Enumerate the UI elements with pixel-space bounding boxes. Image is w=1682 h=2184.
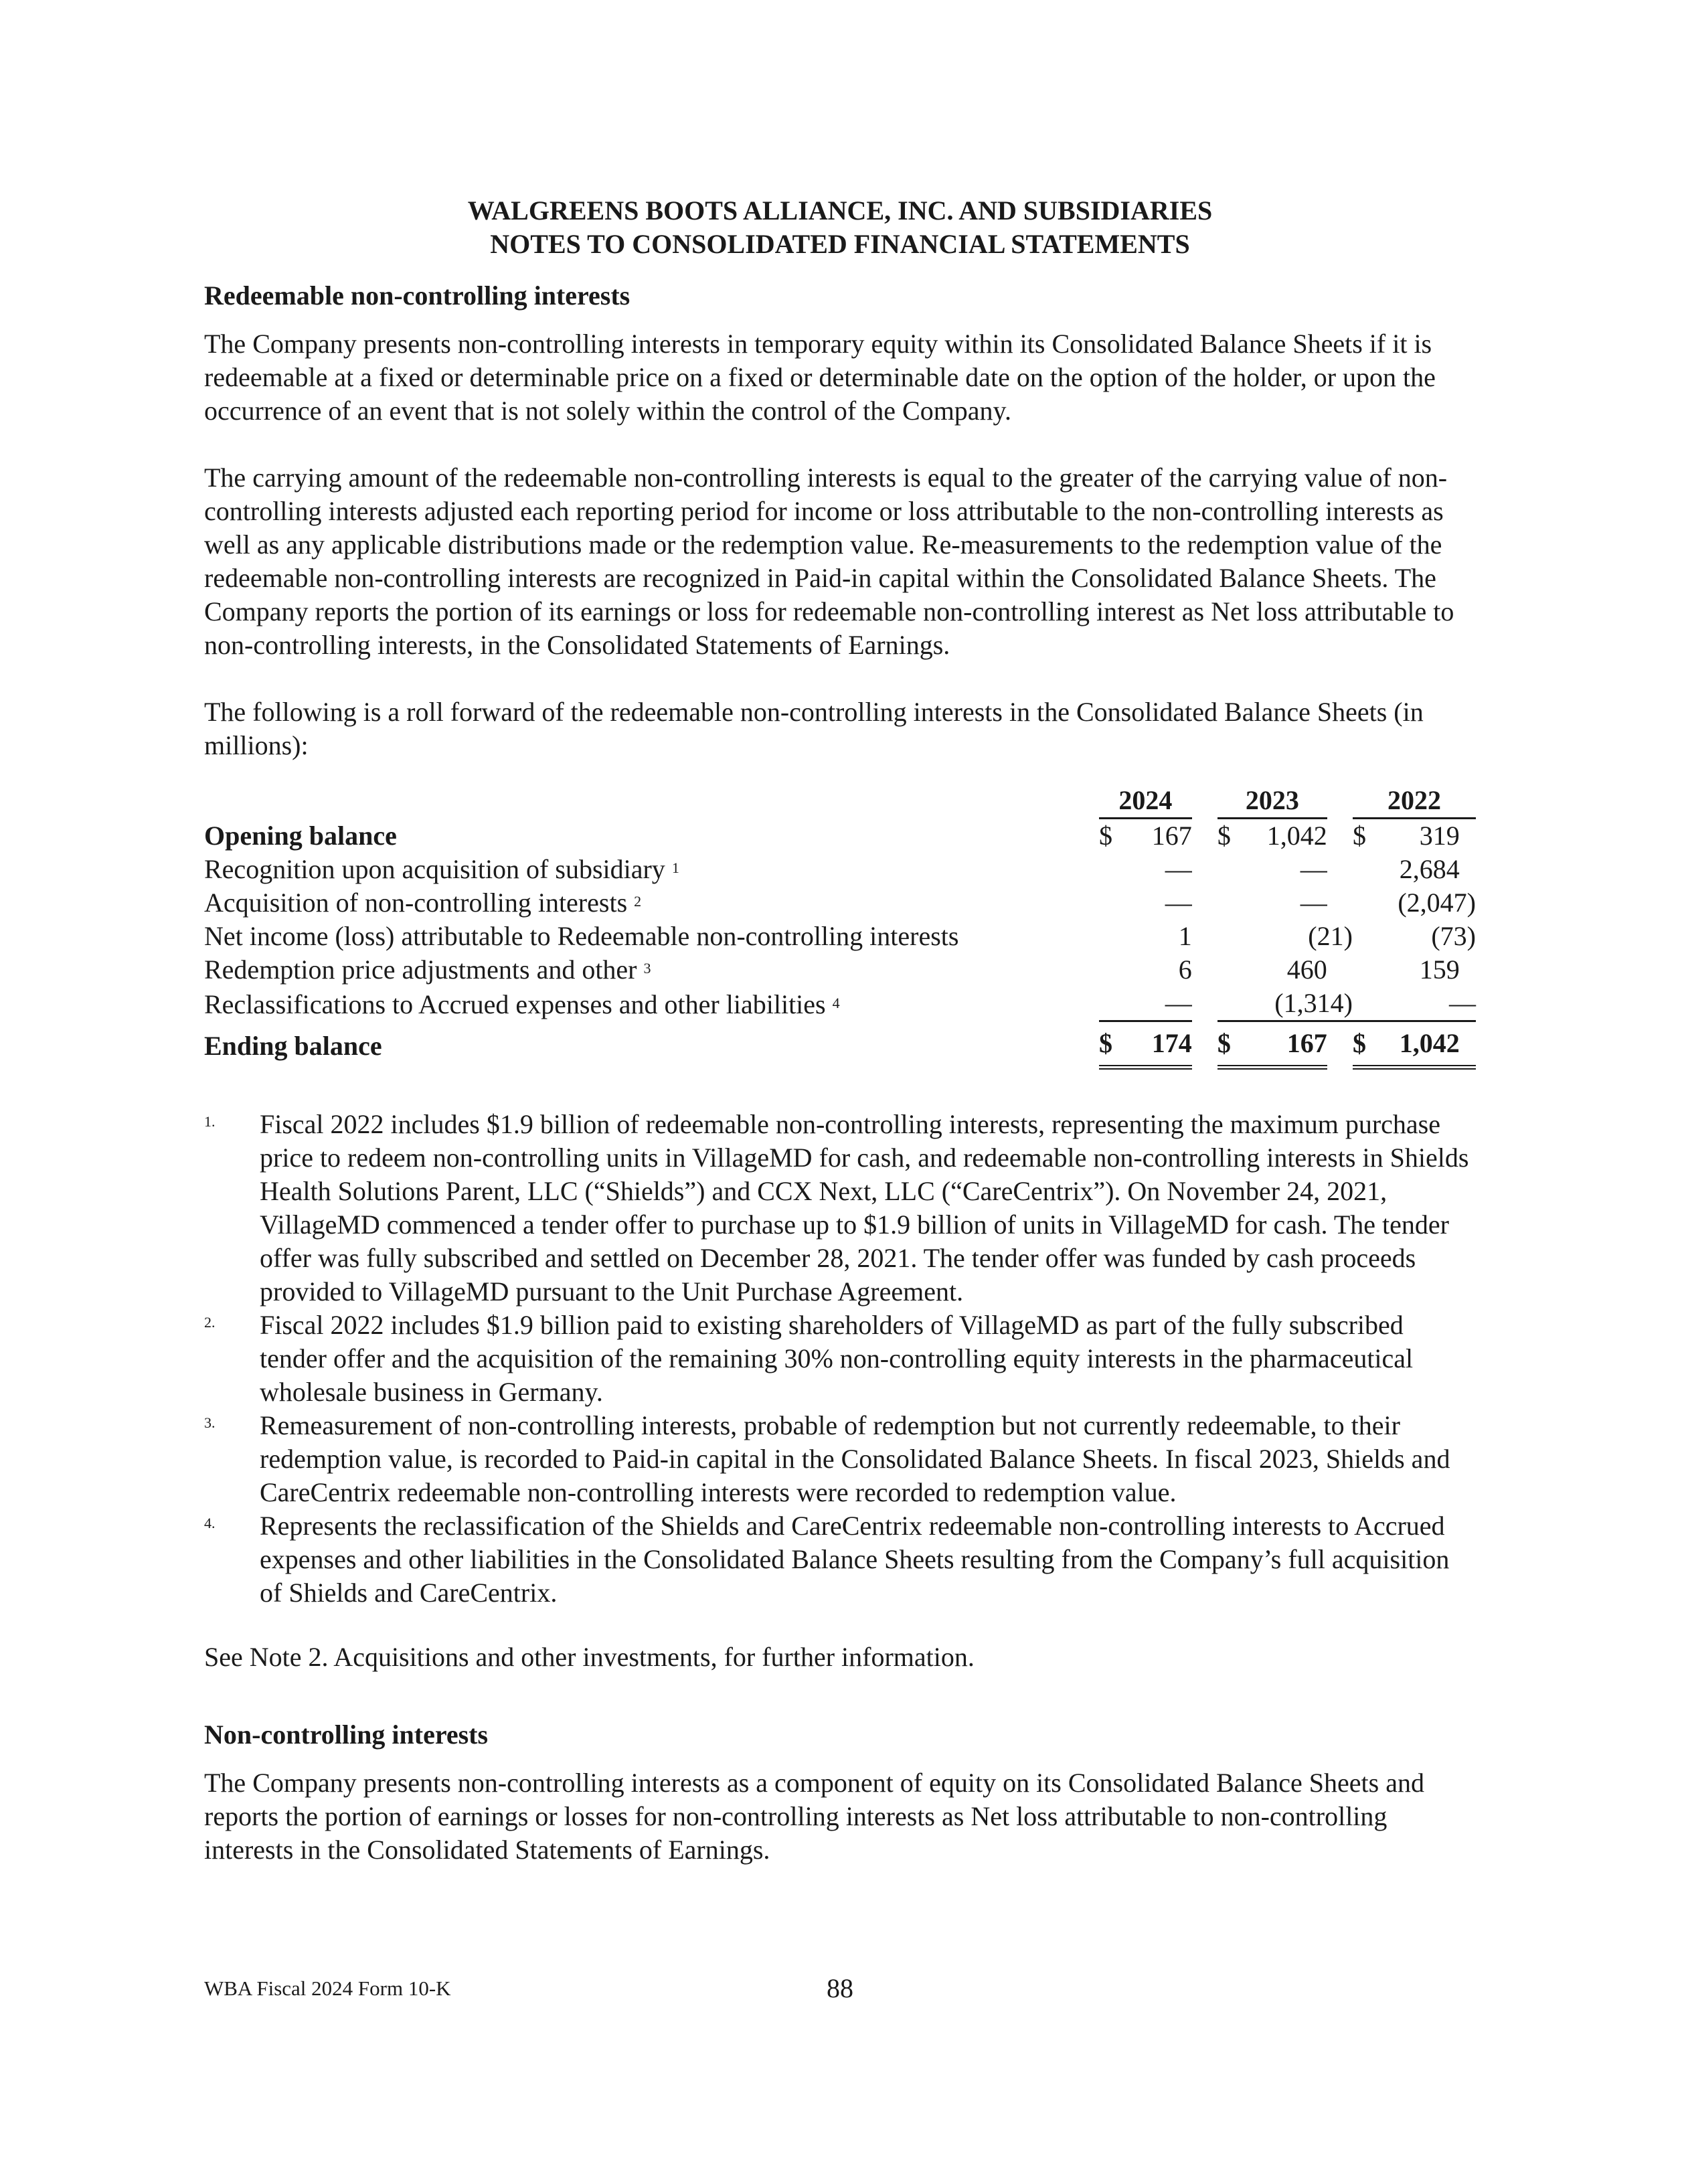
currency-symbol: $: [1217, 821, 1231, 851]
company-title: WALGREENS BOOTS ALLIANCE, INC. AND SUBSIDIARIES: [467, 195, 1213, 226]
cell-2022: 2,684: [1399, 854, 1460, 884]
table-header-row: [204, 780, 1476, 819]
footnote-ref: 4: [832, 994, 840, 1011]
table-row: [204, 920, 1476, 953]
footnote-marker: 4.: [204, 1515, 216, 1531]
roll-forward-table: [204, 780, 1476, 1070]
cell-2023: 1,042: [1266, 821, 1327, 851]
footnote-item: [204, 1309, 1476, 1409]
cell-2022: 319: [1419, 821, 1460, 851]
cell-2024: —: [1165, 888, 1192, 918]
row-label: Reclassifications to Accrued expenses and other liabilities: [204, 989, 826, 1019]
cell-2023: 460: [1286, 954, 1327, 985]
footnote-text: Fiscal 2022 includes $1.9 billion of redeemable non-controlling interests, representing the maximum purchase price to redeem non-controlling units in VillageMD for cash, and redeemable non-controlling interests in Shields Health Solutions Parent, LLC (“Shields”) and CCX Next, LLC (“CareCentrix”). On November 24, 2021, VillageMD commenced a tender offer to purchase up to $1.9 billion of units in VillageMD for cash. The tender offer was fully subscribed and settled on December 28, 2021. The tender offer was funded by cash proceeds provided to VillageMD pursuant to the Unit Purchase Agreement.: [260, 1109, 1469, 1307]
cell-2023: (21): [1308, 921, 1353, 951]
cell-2023: —: [1300, 854, 1327, 884]
table-row-opening-balance: [204, 819, 1476, 853]
row-label: Acquisition of non-controlling interests: [204, 888, 628, 918]
cell-2022: (2,047): [1398, 888, 1476, 918]
cell-2024: 167: [1151, 821, 1192, 851]
footnote-ref: 3: [643, 960, 651, 977]
cell-2022: —: [1371, 987, 1476, 1021]
currency-symbol: $: [1099, 821, 1112, 851]
footnote-item: [204, 1509, 1476, 1610]
footnote-item: [204, 1409, 1476, 1509]
cell-2024: 6: [1178, 954, 1192, 985]
footnote-ref: 1: [671, 859, 679, 876]
footnote-marker: 3.: [204, 1414, 216, 1431]
footnote-ref: 2: [634, 893, 642, 910]
cell-2023: 167: [1236, 1021, 1327, 1068]
column-header-2024: 2024: [1099, 780, 1192, 819]
column-header-2023: 2023: [1217, 780, 1327, 819]
table-row: [204, 886, 1476, 920]
see-note-reference: See Note 2. Acquisitions and other investments, for further information.: [204, 1642, 975, 1672]
cell-2023: (1,314): [1236, 987, 1353, 1021]
cell-2024: 174: [1118, 1021, 1192, 1068]
currency-symbol: $: [1217, 1021, 1236, 1068]
row-label: Redemption price adjustments and other: [204, 954, 637, 985]
footnote-item: [204, 1108, 1476, 1309]
currency-symbol: $: [1099, 1021, 1118, 1068]
notes-title: NOTES TO CONSOLIDATED FINANCIAL STATEMENTS: [490, 229, 1190, 259]
page-footer: [204, 1972, 1476, 2005]
cell-2024: —: [1165, 854, 1192, 884]
paragraph-non-controlling: The Company presents non-controlling interests as a component of equity on its Consolidated Balance Sheets and reports the portion of earnings or losses for non-controlling interests as Net loss attributable to non-controlling interests in the Consolidated Statements of Earnings.: [204, 1768, 1424, 1865]
footnote-list: [204, 1108, 1476, 1610]
cell-2024: —: [1118, 987, 1192, 1021]
footnote-marker: 2.: [204, 1314, 216, 1331]
row-label: Net income (loss) attributable to Redeemable non-controlling interests: [204, 921, 959, 951]
cell-2022: 159: [1419, 954, 1460, 985]
currency-symbol: $: [1353, 1021, 1371, 1068]
footnote-text: Remeasurement of non-controlling interests, probable of redemption but not currently redeemable, to their redemption value, is recorded to Paid-in capital in the Consolidated Balance Sheets. In fiscal 2023, Shields and CareCentrix redeemable non-controlling interests were recorded to redemption value.: [260, 1410, 1450, 1507]
footnote-text: Represents the reclassification of the Shields and CareCentrix redeemable non-controlling interests to Accrued expenses and other liabilities in the Consolidated Balance Sheets resulting from the Company’s full acquisition of Shields and CareCentrix.: [260, 1511, 1450, 1608]
page-number: 88: [827, 1973, 853, 2003]
cell-2023: —: [1300, 888, 1327, 918]
cell-2022: 1,042: [1371, 1021, 1460, 1068]
currency-symbol: $: [1352, 821, 1366, 851]
row-label: Ending balance: [204, 1030, 382, 1061]
section-heading-redeemable: Redeemable non-controlling interests: [204, 280, 630, 311]
row-label: Opening balance: [204, 821, 397, 851]
paragraph-carrying-amount: The carrying amount of the redeemable non-controlling interests is equal to the greater of the carrying value of non-controlling interests adjusted each reporting period for income or loss attributable to the non-controlling interests as well as any applicable distributions made or the redemption value. Re-measurements to the redemption value of the redeemable non-controlling interests are recognized in Paid-in capital within the Consolidated Balance Sheets. The Company reports the portion of its earnings or loss for redeemable non-controlling interest as Net loss attributable to non-controlling interests, in the Consolidated Statements of Earnings.: [204, 463, 1454, 660]
footnote-text: Fiscal 2022 includes $1.9 billion paid to existing shareholders of VillageMD as part of the fully subscribed tender offer and the acquisition of the remaining 30% non-controlling equity interests in the pharmaceutical wholesale business in Germany.: [260, 1310, 1414, 1407]
paragraph-roll-forward-intro: The following is a roll forward of the redeemable non-controlling interests in the Consolidated Balance Sheets (in millions):: [204, 697, 1424, 760]
row-label: Recognition upon acquisition of subsidiary: [204, 854, 665, 884]
section-heading-non-controlling: Non-controlling interests: [204, 1719, 489, 1750]
column-header-2022: 2022: [1353, 780, 1476, 819]
cell-2022: (73): [1431, 921, 1476, 951]
paragraph-temporary-equity: The Company presents non-controlling interests in temporary equity within its Consolidated Balance Sheets if it is redeemable at a fixed or determinable price on a fixed or determinable date on the option of the holder, or upon the occurrence of an event that is not solely within the control of the Company.: [204, 329, 1436, 426]
table-row-ending-balance: [204, 1021, 1476, 1068]
table-row: [204, 987, 1476, 1021]
cell-2024: 1: [1178, 921, 1192, 951]
table-row: [204, 953, 1476, 987]
footnote-marker: 1.: [204, 1113, 216, 1130]
table-row: [204, 853, 1476, 886]
footer-form-label: WBA Fiscal 2024 Form 10-K: [204, 1977, 451, 2000]
document-page: [204, 194, 1476, 1867]
